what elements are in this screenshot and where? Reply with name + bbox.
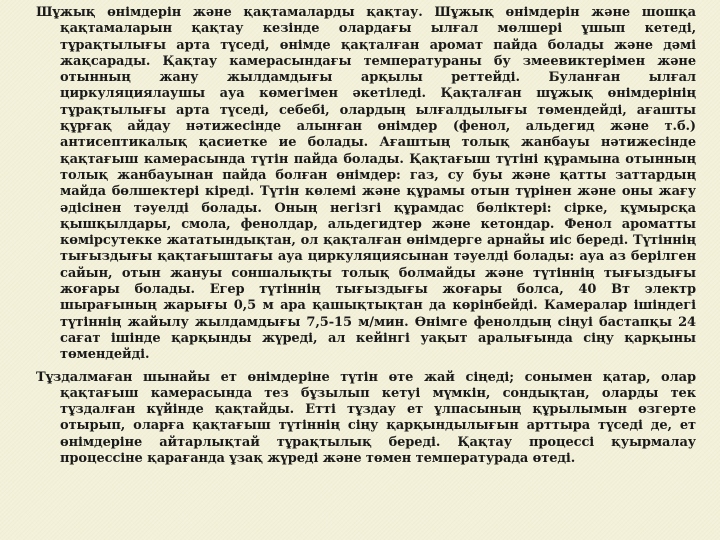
paragraph-salting-and-smoking: Тұздалмаған шынайы ет өнімдеріне түтін өте жай сіңеді; сонымен қатар, олар қақтағыш камерасында тез бұзылып кетуі мүмкін, сондықтан, оларды тек тұздалған күйінде қақтайды. Етті тұздау ет ұлпасының құрылымын өзгерте отырып, оларға қақтағыш түтіннің сіңу қарқындылығын арттыра түседі де, ет өнімдеріне айтарлықтай тұрақтылық береді. Қақтау процессі қуырмалау процессіне қарағанда ұзақ жүреді және төмен температурада өтеді. [36,369,696,467]
document-page [36,5,696,535]
paragraph-smoking-sausages: Шұжық өнімдерін және қақтамаларды қақтау. Шұжық өнімдерін және шошқа қақтамаларын қақтау кезінде олардағы ылғал мөлшері ұшып кетеді, тұрақтылығы арта түседі, өнімде қақталған аромат пайда болады және дәмі жақсарады. Қақтау камерасындағы температураны бу змеевиктерімен және отынның жану жылдамдығы арқылы реттейді. Буланған ылғал циркуляциялаушы ауа көмегімен әкетіледі. Қақталған шұжық өнімдерінің тұрақтылығы арта түседі, себебі, олардың ылғалдылығы төмендейді, ағашты құрғақ айдау нәтижесінде алынған өнімдер (фенол, альдегид және т.б.) антисептикалық қасиетке ие болады. Ағаштың толық жанбауы нәтижесінде қақтағыш камерасында түтін пайда болады. Қақтағыш түтіні құрамына отынның толық жанбауынан пайда болған өнімдер: газ, су буы және қатты заттардың майда бөлшектері кіреді. Түтін көлемі және құрамы отын түрінен және оны жағу әдісінен тәуелді болады. Оның негізгі құрамдас бөліктері: сірке, құмырсқа қышқылдары, смола, фенолдар, альдегидтер және кетондар. Фенол ароматты көмірсутекке жататындықтан, ол қақталған өнімдерге арнайы иіс береді. Түтіннің тығыздығы қақтағыштағы ауа циркуляциясынан тәуелді болады: ауа аз берілген сайын, отын жануы соншалықты толық болмайды және түтіннің тығыздығы жоғары болады. Егер түтіннің тығыздығы жоғары болса, 40 Вт электр шырағының жарығы 0,5 м ара қашықтықтан да көрінбейді. Камералар ішіндегі түтіннің жайылу жылдамдығы 7,5-15 м/мин. Өнімге фенолдың сіңуі бастапқы 24 сағат ішінде қарқынды жүреді, ал кейінгі уақыт аралығында сіңу қарқыны төмендейді. [36,5,696,363]
